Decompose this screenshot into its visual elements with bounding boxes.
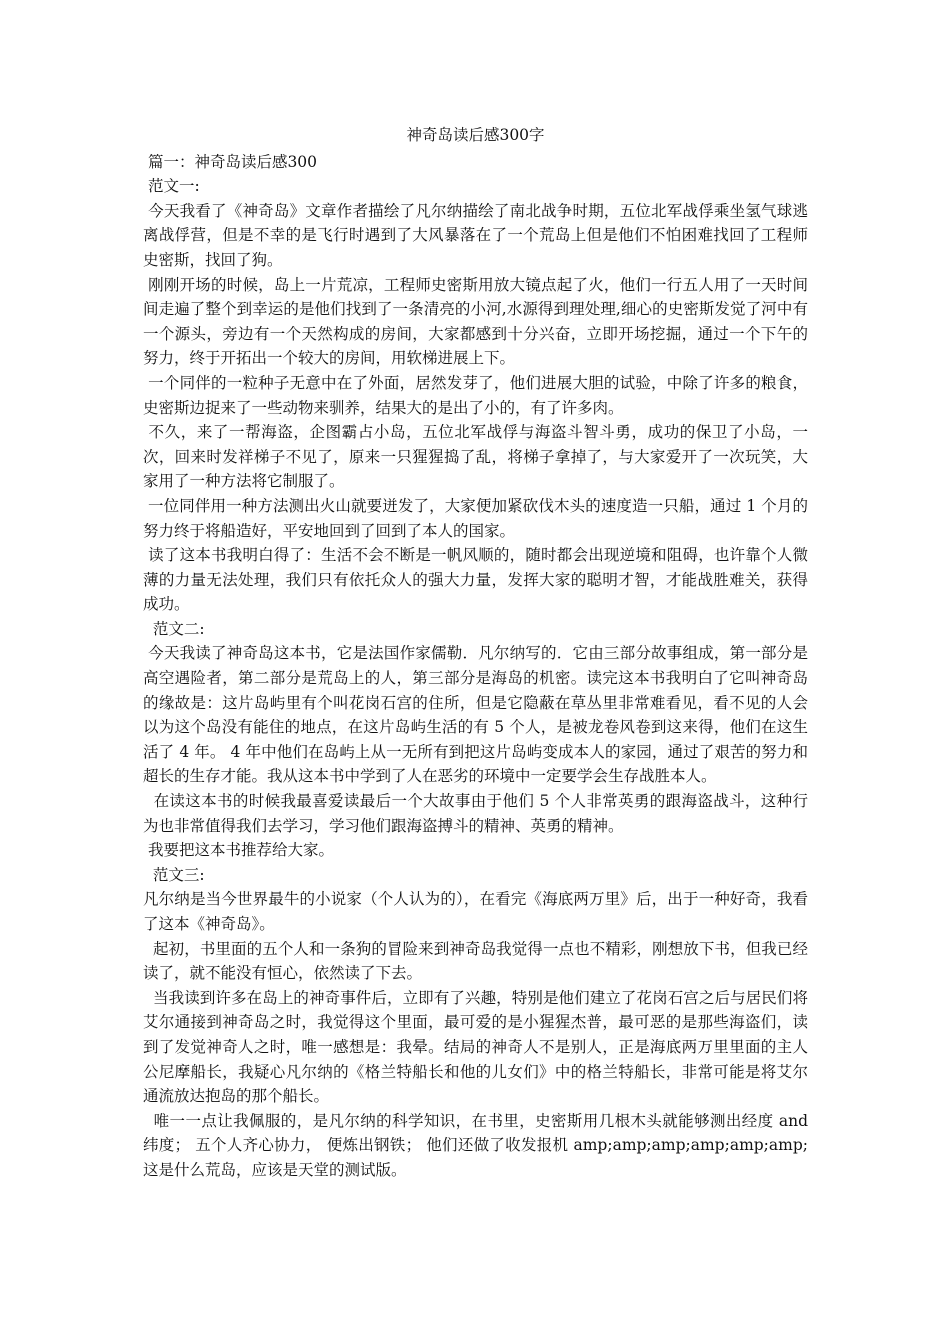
section-heading: 篇一：神奇岛读后感300 <box>143 152 318 171</box>
body-paragraph: 凡尔纳是当今世界最牛的小说家（个人认为的），在看完《海底两万里》后，出于一种好奇，我看了这本《神奇岛》。 <box>143 890 808 933</box>
section-heading: 范文三: <box>143 865 205 884</box>
body-paragraph: 起初，书里面的五个人和一条狗的冒险来到神奇岛我觉得一点也不精彩，刚想放下书，但我已经读了，就不能没有恒心，依然读了下去。 <box>143 939 808 983</box>
body-paragraph: 今天我读了神奇岛这本书，它是法国作家儒勒．凡尔纳写的．它由三部分故事组成，第一部分是高空遇险者，第二部分是荒岛上的人，第三部分是海岛的机密。读完这本书我明白了它叫神奇岛的缘故是：这片岛屿里有个叫花岗石宫的住所，但是它隐蔽在草丛里非常难看见，看不见的人会以为这个岛没有能住的地点，在这片岛屿生活的有 5 个人，是被龙卷风卷到这来得，他们在这生活了 4 年。 4 年中他们在岛屿上从一无所有到把这片岛屿变成本人的家园，通过了艰苦的努力和超长的生存才能。我从这本书中学到了人在恶劣的环境中一定要学会生存战胜本人。 <box>143 644 808 786</box>
body-paragraph: 不久，来了一帮海盗，企图霸占小岛，五位北军战俘与海盗斗智斗勇，成功的保卫了小岛，一次，回来时发祥梯子不见了，原来一只猩猩捣了乱，将梯子拿掉了，与大家爱开了一次玩笑，大家用了一种方法将它制服了。 <box>143 423 808 491</box>
section-heading: 范文二: <box>143 619 205 638</box>
body-paragraph: 一个同伴的一粒种子无意中在了外面，居然发芽了，他们进展大胆的试验，中除了许多的粮食，史密斯边捉来了一些动物来驯养，结果大的是出了小的，有了许多肉。 <box>143 373 808 417</box>
body-paragraph: 在读这本书的时候我最喜爱读最后一个大故事由于他们 5 个人非常英勇的跟海盗战斗，这种行为也非常值得我们去学习，学习他们跟海盗搏斗的精神、英勇的精神。 <box>143 792 809 835</box>
body-paragraph: 刚刚开场的时候，岛上一片荒凉，工程师史密斯用放大镜点起了火，他们一行五人用了一天时间间走遍了整个到幸运的是他们找到了一条清亮的小河,水源得到理处理,细心的史密斯发觉了河中有一个源头，旁边有一个天然构成的房间，大家都感到十分兴奋，立即开场挖掘，通过一个下午的努力，终于开拓出一个较大的房间，用软梯进展上下。 <box>143 275 808 368</box>
document-title: 神奇岛读后感300字 <box>406 126 545 144</box>
body-paragraph: 一位同伴用一种方法测出火山就要迸发了，大家便加紧砍伐木头的速度造一只船，通过 1 个月的努力终于将船造好，平安地回到了回到了本人的国家。 <box>143 496 808 540</box>
body-paragraph: 读了这本书我明白得了：生活不会不断是一帆风顺的，随时都会出现逆境和阻碍，也许靠个人微薄的力量无法处理，我们只有依托众人的强大力量，发挥大家的聪明才智，才能战胜难关，获得成功。 <box>143 546 808 614</box>
body-paragraph: 当我读到许多在岛上的神奇事件后，立即有了兴趣，特别是他们建立了花岗石宫之后与居民们将艾尔通接到神奇岛之时，我觉得这个里面，最可爱的是小猩猩杰普，最可恶的是那些海盗们，读到了发觉神奇人之时，唯一感想是：我晕。结局的神奇人不是别人，正是海底两万里里面的主人公尼摩船长，我疑心凡尔纳的《格兰特船长和他的儿女们》中的格兰特船长，非常可能是将艾尔通流放达抱岛的那个船长。 <box>143 988 808 1106</box>
body-paragraph: 今天我看了《神奇岛》文章作者描绘了凡尔纳描绘了南北战争时期，五位北军战俘乘坐氢气球逃离战俘营，但是不幸的是飞行时遇到了大风暴落在了一个荒岛上但是他们不怕困难找回了工程师史密斯，找回了狗。 <box>143 201 808 269</box>
body-paragraph: 唯一一点让我佩服的，是凡尔纳的科学知识，在书里，史密斯用几根木头就能够测出经度 and 纬度； 五个人齐心协力， 便炼出钢铁； 他们还做了收发报机 amp;amp;amp;amp;amp;amp;这是什么荒岛，应该是天堂的测试版。 <box>143 1111 813 1179</box>
section-heading: 范文一: <box>143 177 200 196</box>
paragraph-list <box>143 150 813 1183</box>
body-paragraph: 我要把这本书推荐给大家。 <box>143 841 334 860</box>
document-body <box>143 123 813 1183</box>
